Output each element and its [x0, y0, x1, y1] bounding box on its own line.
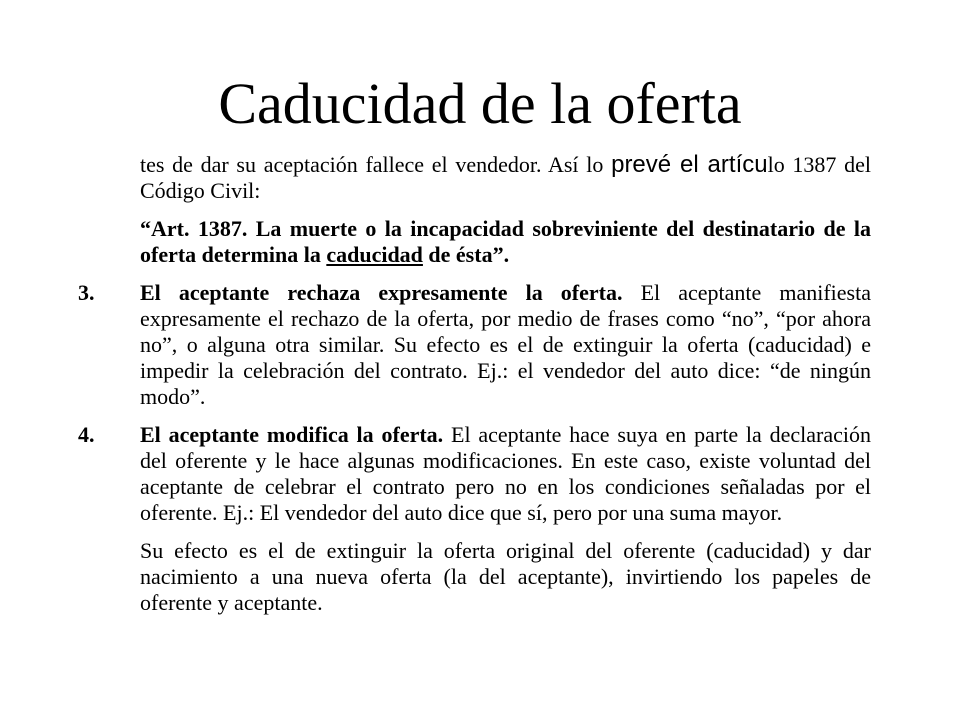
list-item-body: El aceptante hace suya en parte la declaración del oferente y le hace algunas modificaciones. En este caso, existe voluntad del aceptante de celebrar el contrato pero no en los condiciones señaladas por el oferente. Ej.: El vendedor del auto dice que sí, pero por una suma mayor.	[140, 422, 872, 525]
intro-paragraph	[78, 152, 871, 204]
list-item-heading: El aceptante rechaza expresamente la oferta.	[140, 280, 623, 305]
list-item-number: 3.	[78, 280, 95, 305]
quote-underlined-term: caducidad	[326, 242, 423, 267]
article-quote	[78, 216, 871, 268]
intro-text-c: lo 1387 del Código Civil:	[140, 152, 872, 203]
list-item-number: 4.	[78, 422, 95, 447]
intro-text-b: prevé el artícu	[611, 151, 768, 178]
list-item	[78, 280, 871, 410]
list-item	[78, 422, 871, 526]
closing-paragraph: Su efecto es el de extinguir la oferta original del oferente (caducidad) y dar nacimiento a una nueva oferta (la del aceptante), invirtiendo los papeles de oferente y aceptante.	[140, 538, 871, 615]
slide-title: Caducidad de la oferta	[218, 71, 742, 136]
slide-body	[78, 152, 871, 628]
quote-text-c: de ésta”.	[422, 242, 510, 267]
list-item-body: El aceptante manifiesta expresamente el rechazo de la oferta, por medio de frases como “no”, “por ahora no”, o alguna otra similar. Su efecto es el de extinguir la oferta (caducidad) e impedir la celebración del contrato. Ej.: el vendedor del auto dice: “de ningún modo”.	[140, 280, 871, 409]
quote-text-a: “Art. 1387. La muerte o la incapacidad sobreviniente del destinatario de la oferta determina la	[140, 216, 871, 267]
list-item-text	[140, 422, 871, 526]
list-item-text	[140, 280, 871, 410]
intro-text-a: tes de dar su aceptación fallece el vendedor. Así lo	[140, 152, 612, 177]
list-item-heading: El aceptante modifica la oferta.	[140, 422, 444, 447]
